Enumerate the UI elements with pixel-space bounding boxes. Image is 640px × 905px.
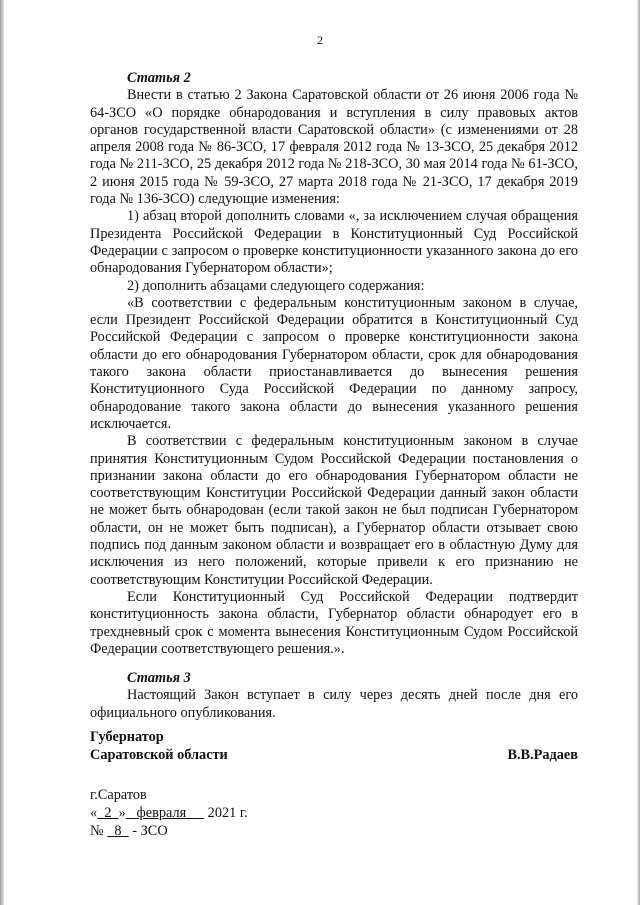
signatory-title-line-2: Саратовской области (90, 747, 228, 763)
law-footer (90, 786, 248, 840)
signatory-name: В.В.Радаев (507, 747, 578, 763)
scan-left-edge (0, 0, 4, 905)
page-number: 2 (317, 33, 323, 47)
number-suffix: - ЗСО (132, 823, 168, 839)
signature-block (90, 728, 578, 764)
article-2-quote-paragraph-1: «В соответствии с федеральным конституционным законом в случае, если Президент Российской Федерации обратится в Конституционный Суд Российской Федерации с запросом о проверке конституционности закона области до его обнародования Губернатором области, срок для обнародования такого закона области приостанавливается до вынесения решения Конституционного Суда Российской Федерации по данному запросу, обнародование такого закона области до вынесения указанного решения исключается. (90, 294, 578, 432)
article-2-quote-paragraph-2: В соответствии с федеральным конституционным законом в случае принятия Конституционным Судом Российской Федерации постановления о признании закона области до его обнародования Губернатором области не соответствующим Конституции Российской Федерации данный закон области не может быть обнародован (если такой закон не был подписан Губернатором области, он не может быть подписан), а Губернатор области отзывает свою подпись под данным законом области и возвращает его в областную Думу для исключения из него положений, которые привели к его признанию не соответствующим Конституции Российской Федерации. (90, 433, 578, 588)
article-2-intro: Внести в статью 2 Закона Саратовской области от 26 июня 2006 года № 64-ЗСО «О порядке обнародования и вступления в силу правовых актов органов государственной власти Саратовской области» (с изменениями от 28 апреля 2008 года № 86-ЗСО, 17 февраля 2012 года № 13-ЗСО, 25 декабря 2012 года № 211-ЗСО, 25 декабря 2012 года № 218-ЗСО, 30 мая 2014 года № 61-ЗСО, 2 июня 2015 года № 59-ЗСО, 27 марта 2018 года № 21-ЗСО, 17 декабря 2019 года № 136-ЗСО) следующие изменения: (90, 87, 578, 208)
article-2-heading: Статья 2 (127, 70, 191, 86)
article-3-heading: Статья 3 (127, 670, 191, 687)
law-number (90, 822, 248, 840)
article-2-item-1: 1) абзац второй дополнить словами «, за исключением случая обращения Президента Российской Федерации в Конституционный Суд Российской Федерации с запросом о проверке конституционности указанного закона до его обнародования Губернатором области»; (90, 208, 578, 277)
date-month: февраля (136, 805, 187, 821)
date-day: 2 (104, 805, 112, 821)
article-3-text: Настоящий Закон вступает в силу через десять дней после дня его официального опубликования. (90, 687, 578, 721)
law-date: « 2 » февраля 2021 г. (90, 805, 248, 821)
number-value: 8 (114, 823, 122, 839)
article-2-item-2: 2) дополнить абзацами следующего содержания: (127, 277, 425, 294)
date-year: 2021 г. (207, 805, 248, 821)
document-body (90, 70, 578, 722)
article-2-quote-paragraph-3: Если Конституционный Суд Российской Федерации подтвердит конституционность закона области, Губернатор области обнародует его в трехдневный срок с момента вынесения Конституционным Судом Российской Федерации соответствующего решения.». (90, 588, 578, 657)
city: г.Саратов (90, 787, 147, 803)
signatory-title-line-1: Губернатор (90, 729, 164, 745)
number-prefix: № (90, 823, 104, 839)
